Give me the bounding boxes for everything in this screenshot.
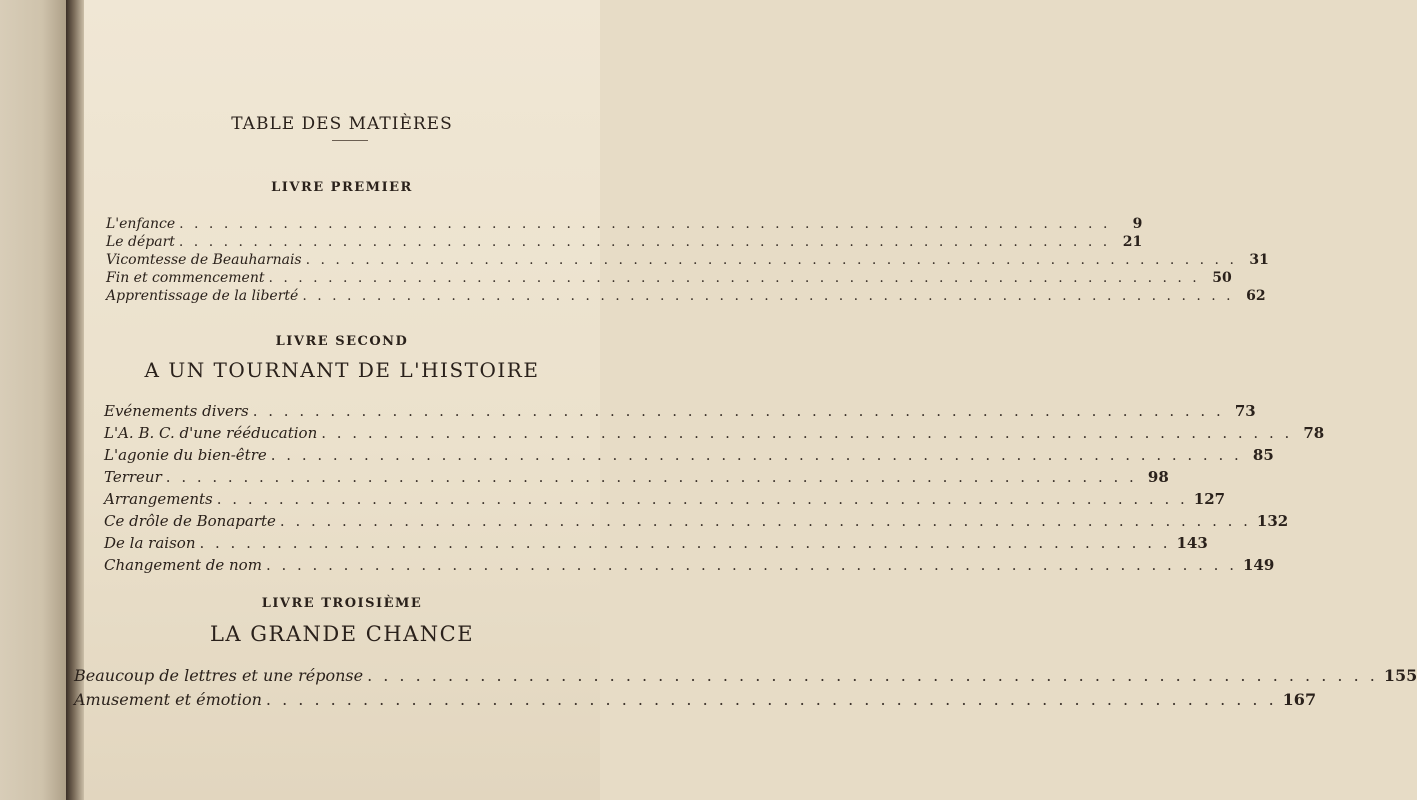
- entry-page: 149: [1242, 556, 1275, 574]
- entry-page: 21: [1122, 234, 1143, 250]
- toc-page: [74, 0, 1417, 800]
- entry-title: Fin et commencement: [106, 270, 265, 286]
- entry-title: Beaucoup de lettres et une réponse: [74, 666, 364, 685]
- entry-page: 127: [1193, 490, 1226, 508]
- entry-page: 31: [1249, 252, 1269, 268]
- book-2-title: A UN TOURNANT DE L'HISTOIRE: [144, 358, 540, 382]
- dot-leader: . . . . . . . . . . . . . . . . . . . . . . . . . . . . . . . . . . . . . . . . . . . . . . . . . . . . . . . . . . . . . . .: [279, 512, 1251, 530]
- facing-page: [0, 0, 70, 800]
- book-1-label: LIVRE PREMIER: [271, 180, 413, 195]
- toc-entry[interactable]: [104, 468, 1169, 488]
- entry-page: 167: [1282, 690, 1317, 709]
- toc-entry[interactable]: [104, 512, 1289, 532]
- toc-entry[interactable]: [106, 216, 1143, 234]
- dot-leader: . . . . . . . . . . . . . . . . . . . . . . . . . . . . . . . . . . . . . . . . . . . . . . . . . . . . . . . . . . . . . . .: [179, 216, 1111, 232]
- entry-title: Amusement et émotion: [74, 690, 262, 709]
- entry-title: Le départ: [106, 234, 175, 250]
- dot-leader: . . . . . . . . . . . . . . . . . . . . . . . . . . . . . . . . . . . . . . . . . . . . . . . . . . . . . . . . . . . . . . .: [252, 402, 1224, 420]
- entry-title: Arrangements: [104, 490, 213, 508]
- dot-leader: . . . . . . . . . . . . . . . . . . . . . . . . . . . . . . . . . . . . . . . . . . . . . . . . . . . . . . . . . . . . . . .: [199, 534, 1171, 552]
- dot-leader: . . . . . . . . . . . . . . . . . . . . . . . . . . . . . . . . . . . . . . . . . . . . . . . . . . . . . . . . . . . . . . .: [268, 270, 1200, 286]
- toc-entry[interactable]: [104, 424, 1325, 444]
- dot-leader: . . . . . . . . . . . . . . . . . . . . . . . . . . . . . . . . . . . . . . . . . . . . . . . . . . . . . . . . . . . . . . .: [265, 556, 1237, 574]
- toc-entry[interactable]: [104, 534, 1208, 554]
- dot-leader: . . . . . . . . . . . . . . . . . . . . . . . . . . . . . . . . . . . . . . . . . . . . . . . . . . . . . . . . . . . . . . .: [165, 468, 1137, 486]
- title-divider: [332, 140, 368, 141]
- dot-leader: . . . . . . . . . . . . . . . . . . . . . . . . . . . . . . . . . . . . . . . . . . . . . . . . . . . . . . . . . . . . . . .: [367, 666, 1378, 685]
- dot-leader: . . . . . . . . . . . . . . . . . . . . . . . . . . . . . . . . . . . . . . . . . . . . . . . . . . . . . . . . . . . . . . .: [305, 252, 1237, 268]
- dot-leader: . . . . . . . . . . . . . . . . . . . . . . . . . . . . . . . . . . . . . . . . . . . . . . . . . . . . . . . . . . . . . . .: [270, 446, 1242, 464]
- entry-title: L'A. B. C. d'une rééducation: [104, 424, 318, 442]
- entry-title: Evénements divers: [104, 402, 249, 420]
- entry-page: 73: [1234, 402, 1256, 420]
- entry-page: 132: [1256, 512, 1289, 530]
- book-2-label: LIVRE SECOND: [275, 334, 409, 349]
- book-3-title: LA GRANDE CHANCE: [209, 622, 475, 646]
- book-3-label: LIVRE TROISIÈME: [261, 596, 423, 611]
- entry-page: 143: [1176, 534, 1208, 552]
- entry-title: L'enfance: [106, 216, 176, 232]
- entry-page: 78: [1303, 424, 1325, 442]
- entry-title: Terreur: [104, 468, 162, 486]
- dot-leader: . . . . . . . . . . . . . . . . . . . . . . . . . . . . . . . . . . . . . . . . . . . . . . . . . . . . . . . . . . . . . . .: [216, 490, 1188, 508]
- entry-title: Vicomtesse de Beauharnais: [106, 252, 302, 268]
- entry-page: 62: [1246, 288, 1266, 304]
- dot-leader: . . . . . . . . . . . . . . . . . . . . . . . . . . . . . . . . . . . . . . . . . . . . . . . . . . . . . . . . . . . . . . .: [321, 424, 1293, 442]
- toc-entry[interactable]: [106, 234, 1143, 252]
- toc-entry[interactable]: [106, 288, 1266, 306]
- entry-title: Ce drôle de Bonaparte: [104, 512, 276, 530]
- page-title: TABLE DES MATIÈRES: [231, 114, 453, 134]
- entry-title: Changement de nom: [104, 556, 262, 574]
- entry-title: Apprentissage de la liberté: [106, 288, 299, 304]
- toc-entry[interactable]: [74, 690, 1317, 712]
- toc-entry[interactable]: [106, 270, 1232, 288]
- dot-leader: . . . . . . . . . . . . . . . . . . . . . . . . . . . . . . . . . . . . . . . . . . . . . . . . . . . . . . . . . . . . . . .: [302, 288, 1234, 304]
- entry-page: 9: [1132, 216, 1143, 232]
- entry-page: 155: [1383, 666, 1417, 685]
- entry-title: De la raison: [104, 534, 196, 552]
- toc-entry[interactable]: [74, 666, 1417, 688]
- toc-entry[interactable]: [104, 556, 1275, 576]
- entry-page: 98: [1147, 468, 1169, 486]
- entry-title: L'agonie du bien-être: [104, 446, 267, 464]
- toc-entry[interactable]: [104, 490, 1226, 510]
- dot-leader: . . . . . . . . . . . . . . . . . . . . . . . . . . . . . . . . . . . . . . . . . . . . . . . . . . . . . . . . . . . . . . .: [178, 234, 1111, 250]
- toc-entry[interactable]: [104, 402, 1256, 422]
- dot-leader: . . . . . . . . . . . . . . . . . . . . . . . . . . . . . . . . . . . . . . . . . . . . . . . . . . . . . . . . . . . . . . .: [265, 690, 1277, 709]
- entry-page: 85: [1252, 446, 1274, 464]
- entry-page: 50: [1212, 270, 1232, 286]
- toc-entry[interactable]: [104, 446, 1274, 466]
- toc-entry[interactable]: [106, 252, 1269, 270]
